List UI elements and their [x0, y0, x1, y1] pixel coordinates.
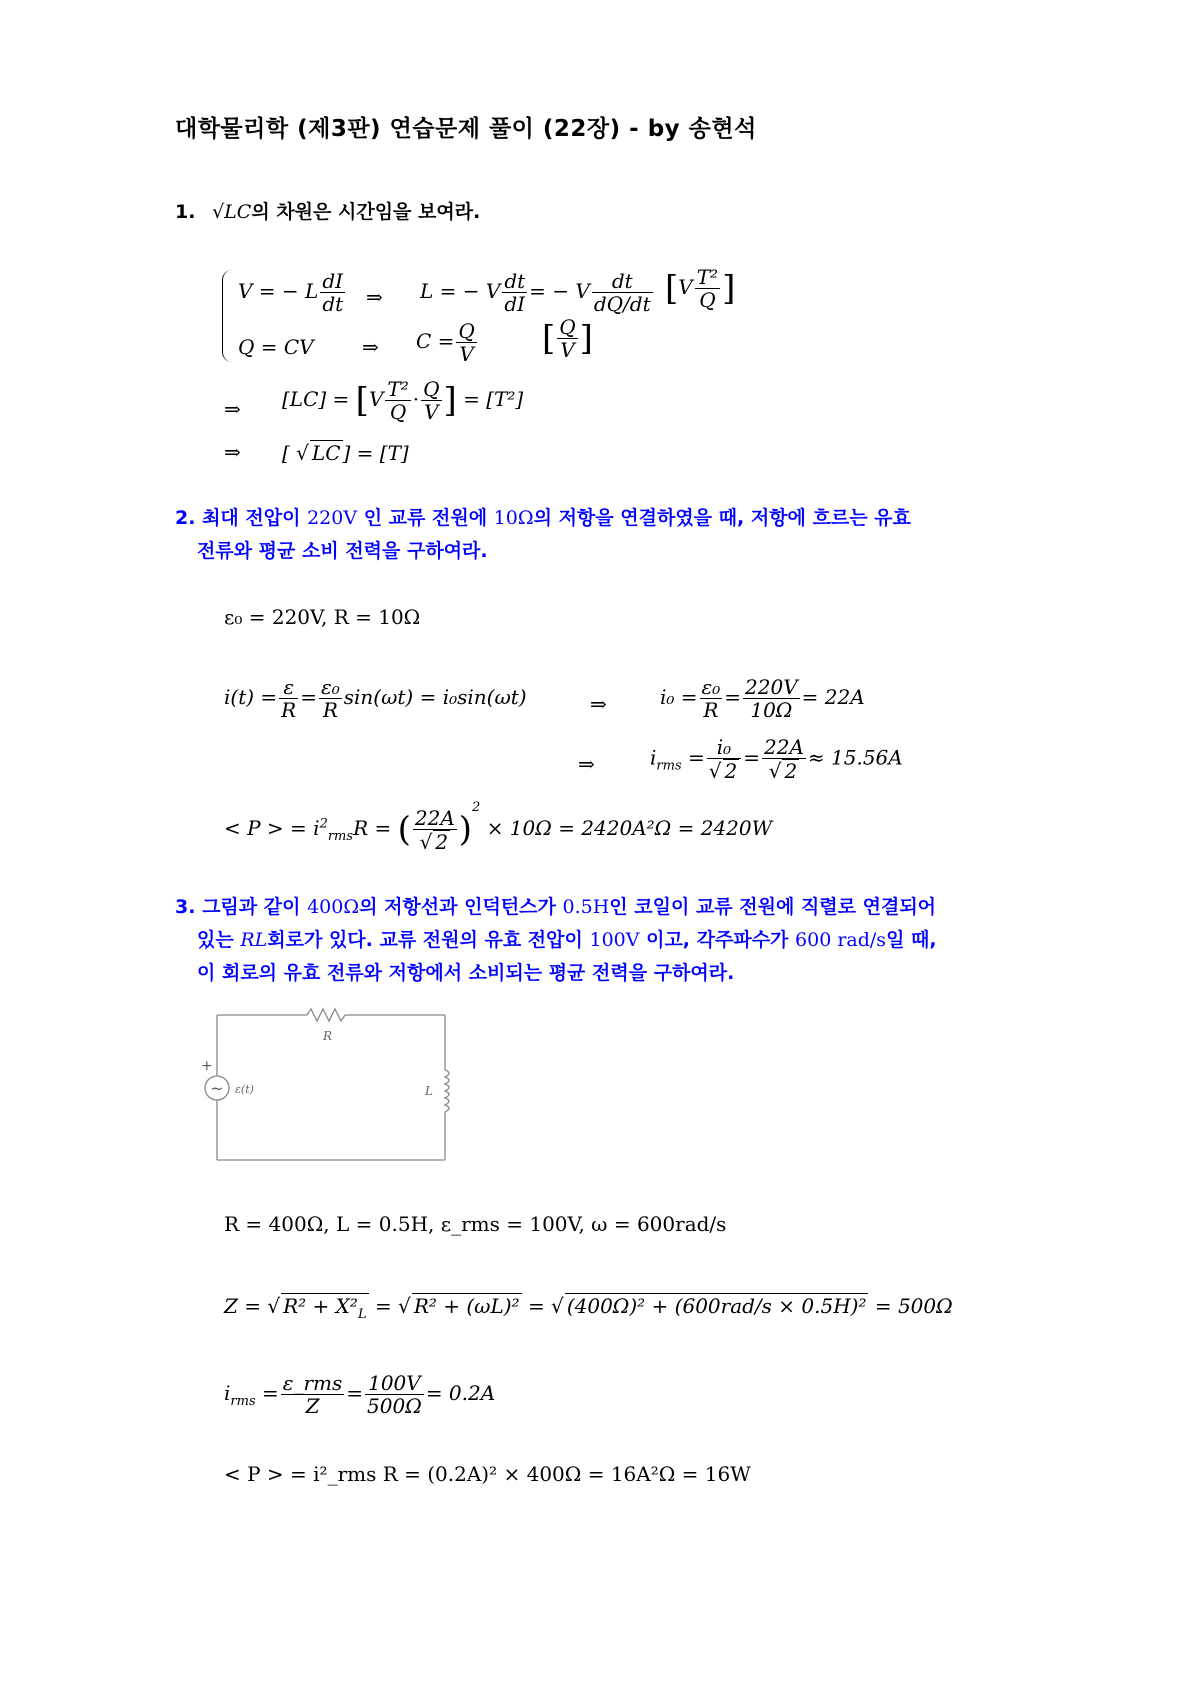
square-sup: 2 [472, 800, 481, 815]
p2-irms-frac1 [707, 736, 741, 782]
p2-i-lhs: i(t) = [224, 685, 278, 709]
problem-2-question [175, 502, 911, 568]
frac-den: √ 2 [707, 758, 741, 782]
p2-p-frac [413, 807, 457, 853]
sqrt-sub: L [357, 1307, 367, 1322]
p1-eq2-rhs-a: C = [416, 329, 455, 353]
problem-3-line-2 [175, 924, 937, 957]
q3-math-rl: RL [240, 929, 268, 951]
problem-2-line-1 [175, 502, 911, 535]
frac-den: dI [502, 292, 527, 315]
p3-irms-frac1 [281, 1372, 345, 1417]
frac-num: ε₀ [701, 675, 721, 699]
bracket-left: [ [355, 380, 369, 421]
p1-arrow-2: ⇒ [362, 335, 379, 359]
problem-2-line-2: 전류와 평균 소비 전력을 구하여라. [197, 540, 488, 562]
problem-3-line-1 [175, 891, 937, 924]
p1-eq4-sqrt: LC [311, 441, 341, 465]
p1-eq2-rhs [416, 320, 479, 365]
bracket-right: ] [579, 318, 593, 359]
inductor-label: L [425, 1084, 433, 1098]
p2-i-frac2 [319, 676, 342, 721]
q3-text-b: 의 저항선과 인덕턴스가 [359, 896, 563, 918]
paren-left: ( [397, 809, 411, 850]
frac-den: V [421, 400, 441, 423]
frac-num: dI [322, 269, 344, 293]
q3-math-inductance: 0.5H [562, 896, 610, 918]
frac-num: dt [611, 269, 633, 293]
p1-eq1-dim [665, 266, 735, 311]
p3-z-sqrt1 [281, 1293, 368, 1322]
frac-num: Q [559, 315, 576, 339]
sqrt-arg: 2 [724, 759, 738, 783]
system-brace [222, 270, 233, 362]
frac-den: 10Ω [743, 698, 800, 721]
p1-eq2-dim [542, 316, 593, 361]
p2-i0-frac1 [700, 676, 723, 721]
p1-eq3-pre: V [368, 387, 384, 411]
q3-text-c: 인 코일이 교류 전원에 직렬로 연결되어 [609, 896, 937, 918]
p3-irms-eq: $i_{rms}$ = $\frac{\text{ε\_rms}}{Z}$ = $\frac{100V}{500\Omega}$ = 0.2A [224, 1371, 496, 1418]
p3-given: R = 400Ω, L = 0.5H, ε_rms = 100V, ω = 600rad/s [224, 1212, 727, 1236]
problem-1-text: 의 차원은 시간임을 보여라. [251, 201, 481, 223]
paren-right: ) [458, 809, 473, 850]
p3-z-lhs: Z = [224, 1294, 262, 1318]
p3-irms-rhs: = 0.2A [425, 1381, 496, 1405]
page-title: 대학물리학 (제3판) 연습문제 풀이 (22장) - by 송현석 [175, 116, 757, 142]
p1-arrow-1: ⇒ [366, 285, 383, 309]
bracket-right: ] [443, 380, 457, 421]
p1-eq1-rhs-mid: = − V [529, 279, 590, 303]
frac-den: 500Ω [367, 1394, 422, 1418]
problem-3-line-3: 이 회로의 유효 전류와 저항에서 소비되는 평균 전력을 구하여라. [197, 962, 735, 984]
p1-eq3-lhs: [LC] = [282, 387, 350, 411]
p2-i-frac1 [279, 676, 298, 721]
p1-eq1-lhs: V = − L [238, 279, 319, 303]
frac-num: Q [423, 377, 440, 401]
p2-i0-eq: i₀ = $\frac{\text{ε₀}}{R}$ = $\frac{220V}{10\Omega}$ = 22A [660, 675, 865, 722]
p2-arrow-2: ⇒ [578, 752, 595, 776]
frac-num: 100V [368, 1371, 421, 1395]
p1-eq1 [238, 270, 347, 315]
source-plus-sign: + [201, 1058, 213, 1074]
p3-z-rhs: = 500Ω [874, 1294, 953, 1318]
p3-impedance-eq: Z = √ $R^2 + X^2_L$ = √ R² + (ωL)² = √ (400Ω)² + (600rad/s × 0.5H)² = 500Ω [224, 1294, 953, 1322]
frac-den: R [281, 698, 297, 722]
sqrt-arg: R² + X² [283, 1294, 358, 1318]
p2-p-sup: 2 [319, 816, 328, 832]
q3-text-g: 일 때, [886, 929, 937, 951]
p1-eq1-rhs-a: L = − V [420, 279, 501, 303]
p1-eq3-dot: · [412, 387, 420, 411]
eq-sign: = [527, 1294, 545, 1318]
q3-math-voltage: 100V [589, 929, 640, 951]
p2-p-lhs: < P > = i [224, 816, 320, 840]
q3-text-e: 회로가 있다. 교류 전원의 유효 전압이 [267, 929, 590, 951]
frac-num: ε [283, 675, 295, 699]
frac-num: i₀ [716, 735, 732, 759]
frac-den: Q [385, 400, 410, 423]
frac-den: dQ/dt [593, 292, 651, 316]
frac-den: Z [281, 1394, 345, 1417]
p1-eq1-rhs [420, 270, 655, 315]
frac-den: R [319, 698, 342, 721]
bracket-left: [ [542, 318, 556, 359]
frac-den: Q [695, 288, 720, 311]
dim-frac [695, 266, 720, 311]
sqrt-arg: 2 [784, 759, 798, 783]
rl-circuit-diagram [195, 1000, 465, 1170]
q3-text-d: 있는 [197, 929, 241, 951]
p1-eq2-lhs: Q = CV [238, 335, 314, 359]
p2-power-eq [224, 800, 772, 853]
frac-num: 22A [414, 805, 455, 830]
p2-i0-frac2 [743, 676, 800, 721]
ac-source-icon: ~ [210, 1079, 224, 1098]
p1-eq4: [ √ LC ] = [T] [282, 441, 409, 465]
frac-den: √ 2 [762, 758, 806, 782]
frac-den: V [456, 342, 476, 365]
problem-1-question [175, 196, 480, 229]
frac-den: R [700, 698, 723, 721]
bracket-right: ] [722, 268, 736, 309]
q2-math-voltage: 220V [307, 507, 358, 529]
frac-num: 22A [764, 735, 804, 759]
source-label: ε(t) [235, 1083, 254, 1096]
inductor-coil [445, 1070, 449, 1112]
frac-num: ε_rms [282, 1371, 343, 1395]
p1-eq3-frac1 [385, 378, 410, 423]
frac-num: 220V [745, 675, 798, 699]
frac-num: dt [504, 269, 526, 293]
problem-number: 3. [175, 896, 196, 918]
resistor-zigzag [307, 1009, 345, 1021]
p2-given: ε₀ = 220V, R = 10Ω [224, 605, 421, 629]
q2-math-resistance: 10Ω [493, 507, 534, 529]
p2-p-rhs: × 10Ω = 2420A²Ω = 2420W [486, 816, 773, 840]
p1-eq1-frac [320, 270, 345, 315]
problem-number: 1. [175, 201, 196, 223]
frac-num: ε₀ [320, 675, 340, 699]
problem-1-math: √LC [212, 201, 252, 223]
p2-irms-frac2 [762, 736, 806, 782]
q2-text-a: 최대 전압이 [202, 507, 308, 529]
p1-arrow-4: ⇒ [224, 440, 241, 464]
p3-irms-eq-sign: = [255, 1381, 279, 1405]
p2-current-eq: i(t) = $\frac{\varepsilon}{R}$ = $\frac{\text{ε₀}}{R}$ sin(ωt) = i₀sin(ωt) [224, 675, 527, 722]
frac-num: Q [458, 319, 475, 343]
p2-p-sub: rms [327, 829, 354, 844]
p1-eq3 [282, 378, 523, 423]
p2-irms-eq: $i_{rms}$ = $\frac{\text{i₀}}{√ 2}$ = $\frac{22A}{√ 2}$ ≈ 15.56A [650, 735, 903, 783]
p1-eq4-lhs: [ [282, 441, 290, 465]
p2-p-mid: R = [353, 816, 392, 840]
p1-arrow-3: ⇒ [224, 397, 241, 421]
p1-eq4-rhs: ] = [T] [342, 441, 409, 465]
dim-pre: V [678, 275, 693, 299]
frac-num: T² [696, 265, 719, 289]
p3-power-eq: < P > = i²_rms R = (0.2A)² × 400Ω = 16A²Ω = 16W [224, 1462, 751, 1486]
q3-text-f: 이고, 각주파수가 [639, 929, 796, 951]
resistor-label: R [323, 1029, 333, 1043]
p2-irms-rhs: ≈ 15.56A [807, 745, 903, 770]
p1-eq3-rhs: = [T²] [463, 387, 524, 411]
p1-eq2-frac [456, 320, 476, 365]
p2-arrow-1: ⇒ [590, 692, 607, 716]
p2-i0-rhs: = 22A [801, 685, 865, 709]
p2-i0-lhs: i₀ = [660, 685, 698, 709]
q3-text-a: 그림과 같이 [202, 896, 308, 918]
frac-den: dt [322, 292, 344, 316]
p1-eq3-frac2 [421, 378, 441, 423]
dim-frac [557, 316, 577, 361]
frac-num: T² [387, 377, 409, 401]
q2-text-c: 의 저항을 연결하였을 때, 저항에 흐르는 유효 [533, 507, 911, 529]
q3-math-omega: 600 rad/s [795, 929, 887, 951]
p3-z-sqrt2: R² + (ωL)² [413, 1294, 520, 1318]
p3-irms-i: i [224, 1381, 231, 1405]
problem-number: 2. [175, 507, 196, 529]
problem-3-question [175, 891, 937, 990]
q2-text-b: 인 교류 전원에 [357, 507, 494, 529]
p3-irms-sub: rms [230, 1394, 256, 1409]
p2-irms-i: i [650, 745, 657, 770]
p3-irms-frac2 [365, 1372, 424, 1417]
sqrt-arg: 2 [435, 829, 449, 854]
frac-den: √ 2 [413, 829, 457, 853]
bracket-left: [ [665, 268, 679, 309]
q3-math-resistance: 400Ω [307, 896, 360, 918]
p1-eq1-rhs-frac1 [502, 270, 527, 315]
p2-irms-eq-sign: = [681, 745, 705, 770]
p1-eq1-rhs-frac2 [592, 270, 653, 315]
frac-den: V [557, 338, 577, 361]
p3-z-sqrt3: (400Ω)² + (600rad/s × 0.5H)² [566, 1294, 867, 1318]
p2-irms-sub: rms [656, 758, 682, 774]
eq-sign: = [374, 1294, 392, 1318]
p2-i-rhs: sin(ωt) = i₀sin(ωt) [343, 685, 527, 709]
